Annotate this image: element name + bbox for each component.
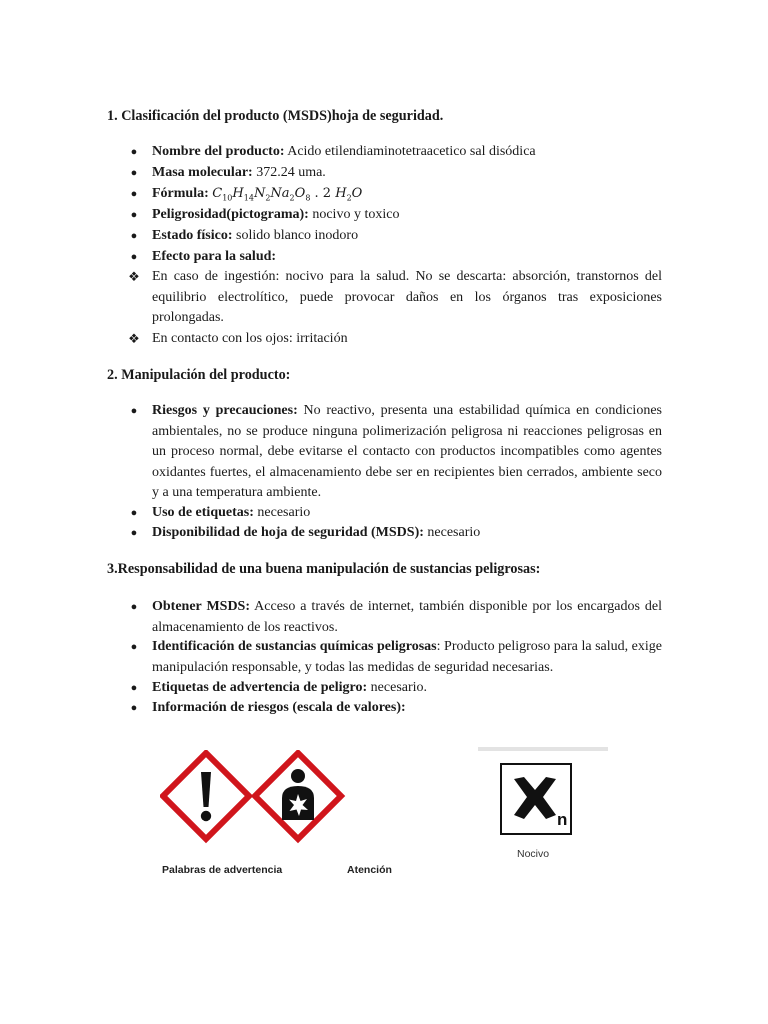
formula-label: Fórmula: bbox=[152, 186, 209, 201]
masa-value: 372.24 uma. bbox=[256, 165, 326, 180]
obtener-value: Acceso a través de internet, también disponible por los encargados del almacenamiento de los reactivos. bbox=[152, 599, 662, 635]
bullet-icon: ● bbox=[130, 702, 138, 714]
section-2-heading: 2. Manipulación del producto: bbox=[107, 367, 291, 383]
peligrosidad-label: Peligrosidad(pictograma): bbox=[152, 207, 309, 222]
list-item-ingestion bbox=[127, 267, 662, 329]
bullet-icon: ● bbox=[130, 188, 138, 200]
uso-label: Uso de etiquetas: bbox=[152, 505, 254, 520]
divider bbox=[478, 747, 608, 751]
ingestion-text: En caso de ingestión: nocivo para la salud. No se descarta: absorción, transtornos del equilibrio electrolítico, puede provocar daños en los órganos tras exposiciones prolongadas. bbox=[152, 269, 662, 325]
nocivo-label: Nocivo bbox=[517, 848, 550, 860]
obtener-label: Obtener MSDS: bbox=[152, 599, 250, 614]
nombre-value: Acido etilendiaminotetraacetico sal disódica bbox=[287, 144, 536, 159]
list-item-identificacion bbox=[127, 637, 662, 678]
health-hazard-icon bbox=[255, 753, 341, 839]
bullet-icon: ● bbox=[130, 507, 138, 519]
uso-value: necesario bbox=[257, 505, 311, 520]
bullet-icon: ● bbox=[130, 601, 138, 613]
etiq-label: Etiquetas de advertencia de peligro: bbox=[152, 680, 368, 695]
info-label: Información de riesgos (escala de valores): bbox=[152, 700, 406, 715]
bullet-icon: ● bbox=[130, 405, 138, 417]
list-item-efecto bbox=[127, 247, 662, 268]
bullet-icon: ● bbox=[130, 230, 138, 242]
diamond-bullet-icon: ❖ bbox=[128, 269, 140, 284]
diamond-bullet-icon: ❖ bbox=[128, 331, 140, 346]
riesgos-value: No reactivo, presenta una estabilidad química en condiciones ambientales, no se produce ninguna polimerización peligrosa ni reacciones peligrosas en un proceso normal, debe evitarse el contacto con productos incompatibles como agentes oxidantes fuertes, el almacenamiento debe ser en recipientes bien cerrados, ambiente seco y a una temperatura ambiente. bbox=[152, 403, 662, 500]
list-item-estado bbox=[127, 226, 662, 247]
masa-label: Masa molecular: bbox=[152, 165, 253, 180]
bullet-icon: ● bbox=[130, 527, 138, 539]
caption-atencion: Atención bbox=[347, 864, 392, 876]
list-item-riesgos bbox=[127, 401, 662, 504]
peligrosidad-value: nocivo y toxico bbox=[312, 207, 400, 222]
list-item-disponibilidad bbox=[127, 523, 662, 544]
list-item-peligrosidad bbox=[127, 205, 662, 226]
section-1-heading: 1. Clasificación del producto (MSDS)hoja de seguridad. bbox=[107, 108, 444, 124]
caption-palabras: Palabras de advertencia bbox=[162, 864, 283, 876]
list-item-informacion bbox=[127, 698, 662, 719]
estado-label: Estado físico: bbox=[152, 228, 233, 243]
bullet-icon: ● bbox=[130, 251, 138, 263]
section-3-heading: 3.Responsabilidad de una buena manipulación de sustancias peligrosas: bbox=[107, 561, 541, 577]
estado-value: solido blanco inodoro bbox=[236, 228, 359, 243]
chemical-formula: $C_{10}H_{14}N_2Na_2O_8$ . 2 $H_2O$ bbox=[212, 186, 363, 203]
nombre-label: Nombre del producto: bbox=[152, 144, 285, 159]
exclamation-mark-icon bbox=[163, 753, 249, 839]
list-item-obtener bbox=[127, 597, 662, 638]
bullet-icon: ● bbox=[130, 146, 138, 158]
bullet-icon: ● bbox=[130, 209, 138, 221]
harmful-x-icon bbox=[500, 763, 572, 835]
list-item-nombre bbox=[127, 142, 662, 163]
riesgos-label: Riesgos y precauciones: bbox=[152, 403, 298, 418]
list-item-ojos bbox=[127, 329, 662, 350]
ident-value: : Producto peligroso para la salud, exige manipulación responsable, y todas las medidas de seguridad necesarias. bbox=[152, 639, 663, 675]
ident-label: Identificación de sustancias químicas peligrosas bbox=[152, 639, 437, 654]
list-item-masa bbox=[127, 163, 662, 184]
disp-label: Disponibilidad de hoja de seguridad (MSDS): bbox=[152, 525, 424, 540]
ojos-text: En contacto con los ojos: irritación bbox=[152, 331, 348, 346]
etiq-value: necesario. bbox=[370, 680, 428, 695]
efecto-label: Efecto para la salud: bbox=[152, 249, 277, 264]
disp-value: necesario bbox=[427, 525, 481, 540]
list-item-etiquetas bbox=[127, 678, 662, 699]
nocivo-letter: n bbox=[557, 810, 568, 829]
ghs-pictograms bbox=[160, 750, 360, 846]
bullet-icon: ● bbox=[130, 641, 138, 653]
list-item-uso bbox=[127, 503, 662, 524]
bullet-icon: ● bbox=[130, 167, 138, 179]
bullet-icon: ● bbox=[130, 682, 138, 694]
